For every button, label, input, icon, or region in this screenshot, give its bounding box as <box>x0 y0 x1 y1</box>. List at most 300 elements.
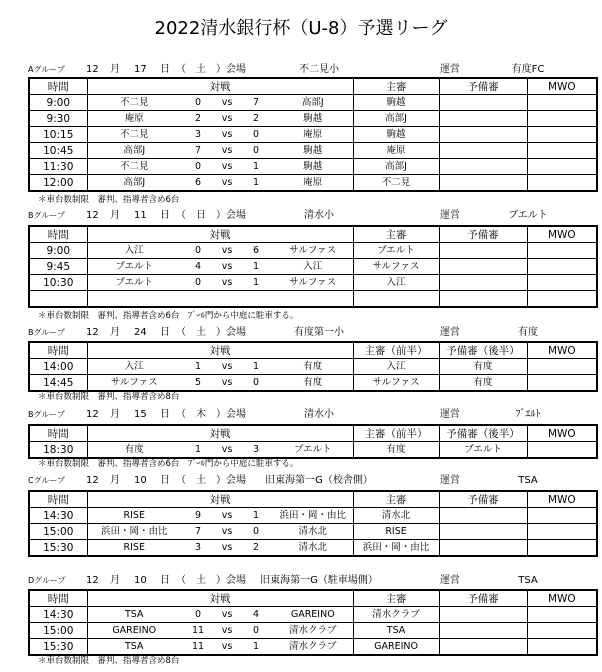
month: 12 <box>86 575 99 586</box>
group-header <box>28 409 576 421</box>
match-time: 10:45 <box>29 143 87 159</box>
mwo <box>527 243 597 259</box>
referee-first-half-header: 主審（前半） <box>353 342 439 359</box>
vs-label: vs <box>215 375 239 392</box>
parking-note: ＊車台数制限 審判、指導者含め6台 ﾌﾞｰﾙ門から中庭に駐車する。 <box>38 459 299 469</box>
match-header: 対戦 <box>87 78 353 95</box>
reserve-referee <box>439 243 527 259</box>
referee: 有度 <box>353 442 439 459</box>
blank-cell <box>87 291 181 308</box>
home-team: 有度 <box>87 442 181 459</box>
match-table <box>28 341 598 392</box>
away-score: 0 <box>239 524 273 540</box>
operator-label: 運営 <box>440 210 460 221</box>
vs-label: vs <box>215 275 239 291</box>
home-team: 不二見 <box>87 159 181 175</box>
header-row <box>29 491 597 508</box>
vs-label: vs <box>215 159 239 175</box>
blank-cell <box>29 291 87 308</box>
mwo <box>527 639 597 656</box>
mwo <box>527 95 597 111</box>
referee: 入江 <box>353 359 439 375</box>
home-score: 3 <box>181 127 215 143</box>
match-row <box>29 95 597 111</box>
blank-row <box>29 291 597 308</box>
day-unit: 日 <box>160 575 170 586</box>
vs-label: vs <box>215 127 239 143</box>
match-table <box>28 77 598 192</box>
away-team: 駒越 <box>273 111 353 127</box>
mwo <box>527 175 597 192</box>
match-row <box>29 508 597 524</box>
away-score: 1 <box>239 639 273 656</box>
venue-label: 会場 <box>226 210 246 221</box>
vs-label: vs <box>215 243 239 259</box>
match-row <box>29 175 597 192</box>
mwo <box>527 607 597 623</box>
match-time: 15:30 <box>29 540 87 557</box>
venue: 清水小 <box>304 409 334 420</box>
away-team: 浜田・岡・由比 <box>273 508 353 524</box>
group-label: Bグループ <box>28 410 65 419</box>
reserve-referee <box>439 259 527 275</box>
match-time: 14:45 <box>29 375 87 392</box>
reserve-second-half-header: 予備審（後半） <box>439 425 527 442</box>
referee: 駒越 <box>353 95 439 111</box>
header-row <box>29 425 597 442</box>
reserve-referee <box>439 159 527 175</box>
time-header: 時間 <box>29 425 87 442</box>
away-score: 0 <box>239 143 273 159</box>
day: 10 <box>134 575 147 586</box>
reserve-header: 予備審 <box>439 78 527 95</box>
match-time: 15:30 <box>29 639 87 656</box>
match-row <box>29 359 597 375</box>
reserve-referee: 有度 <box>439 375 527 392</box>
home-score: 0 <box>181 95 215 111</box>
group-header <box>28 475 576 487</box>
referee: GAREINO <box>353 639 439 656</box>
referee: 不二見 <box>353 175 439 192</box>
home-team: TSA <box>87 607 181 623</box>
referee: 浜田・岡・由比 <box>353 540 439 557</box>
weekday: （ 木 ） <box>176 409 226 420</box>
mwo <box>527 359 597 375</box>
operator: ブエルト <box>508 210 548 221</box>
operator-label: 運営 <box>440 575 460 586</box>
reserve-referee <box>439 623 527 639</box>
match-time: 12:00 <box>29 175 87 192</box>
mwo <box>527 275 597 291</box>
weekday: （ 土 ） <box>176 327 226 338</box>
home-score: 3 <box>181 540 215 557</box>
header-row <box>29 78 597 95</box>
match-row <box>29 159 597 175</box>
home-score: 0 <box>181 159 215 175</box>
away-score: 0 <box>239 623 273 639</box>
away-team: 庵原 <box>273 175 353 192</box>
match-time: 14:00 <box>29 359 87 375</box>
referee: 高部J <box>353 159 439 175</box>
home-score: 5 <box>181 375 215 392</box>
match-time: 10:30 <box>29 275 87 291</box>
group-label: Dグループ <box>28 576 66 585</box>
referee-header: 主審 <box>353 491 439 508</box>
away-team: サルファス <box>273 275 353 291</box>
home-team: 不二見 <box>87 127 181 143</box>
mwo <box>527 159 597 175</box>
away-team: 入江 <box>273 259 353 275</box>
home-team: ブエルト <box>87 275 181 291</box>
mwo <box>527 508 597 524</box>
operator: TSA <box>518 575 538 586</box>
reserve-header: 予備審 <box>439 590 527 607</box>
referee-header: 主審 <box>353 590 439 607</box>
reserve-header: 予備審 <box>439 226 527 243</box>
match-time: 11:30 <box>29 159 87 175</box>
vs-label: vs <box>215 607 239 623</box>
vs-label: vs <box>215 175 239 192</box>
mwo-header: MWO <box>527 590 597 607</box>
reserve-referee <box>439 95 527 111</box>
match-time: 18:30 <box>29 442 87 459</box>
away-score: 4 <box>239 607 273 623</box>
venue: 旧東海第一G（駐車場側） <box>260 575 378 586</box>
venue-label: 会場 <box>226 64 246 75</box>
reserve-referee <box>439 111 527 127</box>
vs-label: vs <box>215 524 239 540</box>
home-score: 6 <box>181 175 215 192</box>
mwo-header: MWO <box>527 78 597 95</box>
weekday: （ 土 ） <box>176 575 226 586</box>
venue-label: 会場 <box>226 327 246 338</box>
venue: 旧東海第一G（校舎側） <box>265 475 373 486</box>
referee-first-half-header: 主審（前半） <box>353 425 439 442</box>
match-time: 9:45 <box>29 259 87 275</box>
away-team: 駒越 <box>273 159 353 175</box>
operator-label: 運営 <box>440 327 460 338</box>
home-score: 1 <box>181 442 215 459</box>
reserve-referee <box>439 175 527 192</box>
away-score: 2 <box>239 540 273 557</box>
home-score: 0 <box>181 243 215 259</box>
match-time: 10:15 <box>29 127 87 143</box>
blank-cell <box>181 291 215 308</box>
away-team: 清水北 <box>273 524 353 540</box>
group-header <box>28 64 576 76</box>
match-row <box>29 143 597 159</box>
month: 12 <box>86 475 99 486</box>
operator: TSA <box>518 475 538 486</box>
home-team: 不二見 <box>87 95 181 111</box>
blank-cell <box>527 291 597 308</box>
home-team: ブエルト <box>87 259 181 275</box>
match-row <box>29 275 597 291</box>
day: 15 <box>134 409 147 420</box>
away-team: 有度 <box>273 359 353 375</box>
match-row <box>29 375 597 392</box>
referee: 駒越 <box>353 127 439 143</box>
home-team: RISE <box>87 540 181 557</box>
match-time: 15:00 <box>29 623 87 639</box>
operator: ﾌﾞｴﾙﾄ <box>515 409 541 420</box>
referee: 庵原 <box>353 143 439 159</box>
home-score: 4 <box>181 259 215 275</box>
day-unit: 日 <box>160 327 170 338</box>
away-team: ブエルト <box>273 442 353 459</box>
venue: 不二見小 <box>299 64 339 75</box>
blank-cell <box>239 291 273 308</box>
referee: RISE <box>353 524 439 540</box>
home-team: 入江 <box>87 359 181 375</box>
day-unit: 日 <box>160 409 170 420</box>
day: 11 <box>134 210 147 221</box>
match-header: 対戦 <box>87 590 353 607</box>
home-team: 入江 <box>87 243 181 259</box>
reserve-referee: 有度 <box>439 359 527 375</box>
match-row <box>29 259 597 275</box>
vs-label: vs <box>215 95 239 111</box>
mwo-header: MWO <box>527 425 597 442</box>
referee: 清水北 <box>353 508 439 524</box>
referee-header: 主審 <box>353 78 439 95</box>
day: 17 <box>134 64 147 75</box>
away-score: 6 <box>239 243 273 259</box>
operator-label: 運営 <box>440 475 460 486</box>
mwo-header: MWO <box>527 491 597 508</box>
home-score: 7 <box>181 143 215 159</box>
home-team: 高部J <box>87 143 181 159</box>
referee: 高部J <box>353 111 439 127</box>
away-score: 1 <box>239 159 273 175</box>
match-time: 14:30 <box>29 508 87 524</box>
vs-label: vs <box>215 540 239 557</box>
month-unit: 月 <box>110 210 120 221</box>
month: 12 <box>86 327 99 338</box>
group-header <box>28 210 576 222</box>
month: 12 <box>86 409 99 420</box>
match-header: 対戦 <box>87 226 353 243</box>
home-score: 9 <box>181 508 215 524</box>
home-score: 7 <box>181 524 215 540</box>
day: 10 <box>134 475 147 486</box>
referee: 入江 <box>353 275 439 291</box>
mwo-header: MWO <box>527 342 597 359</box>
referee: TSA <box>353 623 439 639</box>
referee: サルファス <box>353 375 439 392</box>
operator-label: 運営 <box>440 409 460 420</box>
home-team: 庵原 <box>87 111 181 127</box>
reserve-referee <box>439 275 527 291</box>
vs-label: vs <box>215 508 239 524</box>
home-score: 1 <box>181 359 215 375</box>
match-table <box>28 490 598 557</box>
reserve-referee <box>439 143 527 159</box>
reserve-referee: ブエルト <box>439 442 527 459</box>
time-header: 時間 <box>29 78 87 95</box>
header-row <box>29 342 597 359</box>
weekday: （ 日 ） <box>176 210 226 221</box>
match-time: 15:00 <box>29 524 87 540</box>
away-score: 1 <box>239 259 273 275</box>
away-score: 7 <box>239 95 273 111</box>
referee: サルファス <box>353 259 439 275</box>
match-row <box>29 442 597 459</box>
match-time: 14:30 <box>29 607 87 623</box>
month: 12 <box>86 210 99 221</box>
vs-label: vs <box>215 259 239 275</box>
day: 24 <box>134 327 147 338</box>
operator-label: 運営 <box>440 64 460 75</box>
match-row <box>29 127 597 143</box>
mwo <box>527 111 597 127</box>
match-row <box>29 623 597 639</box>
vs-label: vs <box>215 143 239 159</box>
match-row <box>29 111 597 127</box>
group-label: Aグループ <box>28 65 65 74</box>
mwo-header: MWO <box>527 226 597 243</box>
referee: ブエルト <box>353 243 439 259</box>
day-unit: 日 <box>160 210 170 221</box>
match-time: 9:30 <box>29 111 87 127</box>
mwo <box>527 259 597 275</box>
away-team: 清水クラブ <box>273 623 353 639</box>
home-score: 11 <box>181 623 215 639</box>
group-label: Bグループ <box>28 328 65 337</box>
day-unit: 日 <box>160 475 170 486</box>
match-header: 対戦 <box>87 342 353 359</box>
home-score: 0 <box>181 275 215 291</box>
blank-cell <box>215 291 239 308</box>
month-unit: 月 <box>110 575 120 586</box>
header-row <box>29 590 597 607</box>
mwo <box>527 623 597 639</box>
mwo <box>527 524 597 540</box>
home-team: 高部J <box>87 175 181 192</box>
away-team: 庵原 <box>273 127 353 143</box>
away-score: 1 <box>239 175 273 192</box>
time-header: 時間 <box>29 226 87 243</box>
reserve-referee <box>439 540 527 557</box>
home-score: 0 <box>181 607 215 623</box>
mwo <box>527 143 597 159</box>
venue-label: 会場 <box>226 575 246 586</box>
away-team: 清水北 <box>273 540 353 557</box>
parking-note: ＊車台数制限 審判、指導者含め8台 <box>38 656 180 666</box>
weekday: （ 土 ） <box>176 64 226 75</box>
parking-note: ＊車台数制限 審判、指導者含め6台 <box>38 195 180 205</box>
time-header: 時間 <box>29 491 87 508</box>
home-score: 11 <box>181 639 215 656</box>
match-time: 9:00 <box>29 243 87 259</box>
match-row <box>29 540 597 557</box>
vs-label: vs <box>215 359 239 375</box>
match-row <box>29 607 597 623</box>
group-header <box>28 575 576 587</box>
mwo <box>527 127 597 143</box>
away-team: 駒越 <box>273 143 353 159</box>
operator: 有度 <box>518 327 538 338</box>
reserve-referee <box>439 524 527 540</box>
weekday: （ 土 ） <box>176 475 226 486</box>
month-unit: 月 <box>110 327 120 338</box>
venue-label: 会場 <box>226 475 246 486</box>
away-score: 0 <box>239 375 273 392</box>
away-team: GAREINO <box>273 607 353 623</box>
match-header: 対戦 <box>87 425 353 442</box>
reserve-second-half-header: 予備審（後半） <box>439 342 527 359</box>
away-team: 有度 <box>273 375 353 392</box>
blank-cell <box>273 291 353 308</box>
away-team: 清水クラブ <box>273 639 353 656</box>
away-team: 高部J <box>273 95 353 111</box>
month-unit: 月 <box>110 409 120 420</box>
match-row <box>29 639 597 656</box>
away-team: サルファス <box>273 243 353 259</box>
home-team: 浜田・岡・由比 <box>87 524 181 540</box>
mwo <box>527 442 597 459</box>
reserve-referee <box>439 127 527 143</box>
day-unit: 日 <box>160 64 170 75</box>
parking-note: ＊車台数制限 審判、指導者含め6台 ﾌﾞｰﾙ門から中庭に駐車する。 <box>38 311 299 321</box>
group-label: Bグループ <box>28 211 65 220</box>
away-score: 1 <box>239 508 273 524</box>
mwo <box>527 540 597 557</box>
blank-cell <box>353 291 439 308</box>
reserve-referee <box>439 607 527 623</box>
reserve-header: 予備審 <box>439 491 527 508</box>
venue: 清水小 <box>304 210 334 221</box>
home-team: サルファス <box>87 375 181 392</box>
reserve-referee <box>439 508 527 524</box>
group-label: Cグループ <box>28 476 65 485</box>
venue: 有度第一小 <box>294 327 344 338</box>
month-unit: 月 <box>110 475 120 486</box>
parking-note: ＊車台数制限 審判、指導者含め8台 <box>38 392 180 402</box>
blank-cell <box>439 291 527 308</box>
match-table <box>28 225 598 308</box>
match-row <box>29 243 597 259</box>
reserve-referee <box>439 639 527 656</box>
match-table <box>28 589 598 656</box>
home-score: 2 <box>181 111 215 127</box>
away-score: 1 <box>239 359 273 375</box>
operator: 有度FC <box>511 64 545 75</box>
time-header: 時間 <box>29 590 87 607</box>
away-score: 1 <box>239 275 273 291</box>
group-header <box>28 327 576 339</box>
time-header: 時間 <box>29 342 87 359</box>
match-table <box>28 424 598 459</box>
referee: 清水クラブ <box>353 607 439 623</box>
page-title: 2022清水銀行杯（U-8）予選リーグ <box>154 18 448 39</box>
vs-label: vs <box>215 442 239 459</box>
referee-header: 主審 <box>353 226 439 243</box>
match-row <box>29 524 597 540</box>
vs-label: vs <box>215 111 239 127</box>
away-score: 3 <box>239 442 273 459</box>
month: 12 <box>86 64 99 75</box>
home-team: TSA <box>87 639 181 656</box>
vs-label: vs <box>215 623 239 639</box>
mwo <box>527 375 597 392</box>
vs-label: vs <box>215 639 239 656</box>
venue-label: 会場 <box>226 409 246 420</box>
home-team: RISE <box>87 508 181 524</box>
month-unit: 月 <box>110 64 120 75</box>
away-score: 0 <box>239 127 273 143</box>
match-header: 対戦 <box>87 491 353 508</box>
